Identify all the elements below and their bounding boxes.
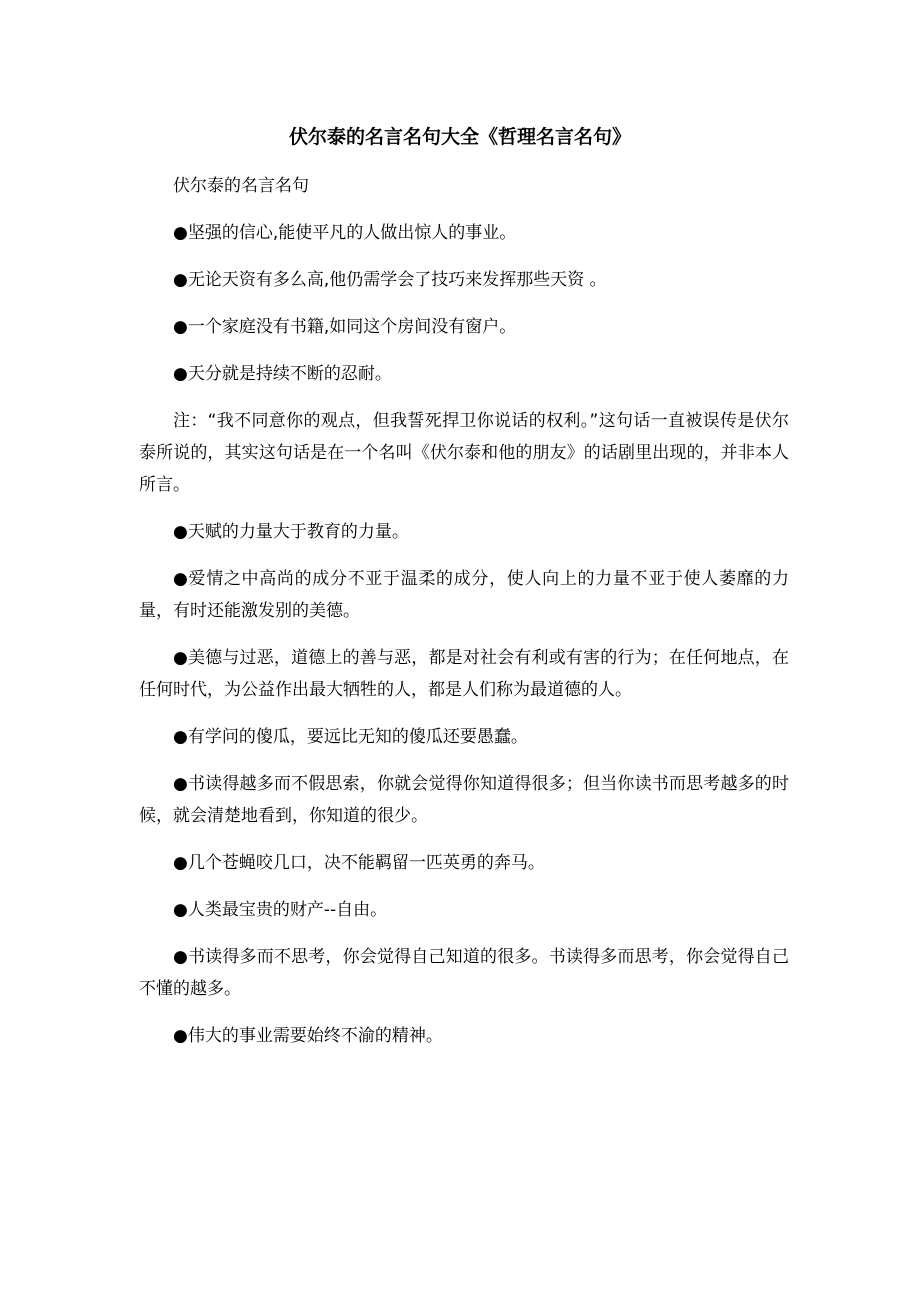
document-title: 伏尔泰的名言名句大全《哲理名言名句》	[288, 126, 631, 148]
quote-paragraph: ●天赋的力量大于教育的力量。	[173, 522, 409, 542]
quote-paragraph: ●爱情之中高尚的成分不亚于温柔的成分，使人向上的力量不亚于使人萎靡的力量，有时还能激发别的美德。	[139, 569, 789, 621]
quote-paragraph: ●无论天资有多么高,他仍需学会了技巧来发挥那些天资 。	[173, 270, 607, 290]
quote-paragraph: ●人类最宝贵的财产--自由。	[173, 900, 388, 920]
quote-paragraph: ●书读得多而不思考，你会觉得自己知道的很多。书读得多而思考，你会觉得自己不懂的越多。	[139, 947, 789, 999]
quote-paragraph: ●书读得越多而不假思索，你就会觉得你知道得很多；但当你读书而思考越多的时候，就会清楚地看到，你知道的很少。	[139, 774, 789, 826]
quote-paragraph: ●有学问的傻瓜，要远比无知的傻瓜还要愚蠢。	[173, 727, 528, 747]
note-paragraph: 注：“我不同意你的观点，但我誓死捍卫你说话的权利。”这句话一直被误传是伏尔泰所说的，其实这句话是在一个名叫《伏尔泰和他的朋友》的话剧里出现的，并非本人所言。	[139, 411, 789, 495]
quote-paragraph: ●天分就是持续不断的忍耐。	[173, 364, 392, 384]
quote-paragraph: ●伟大的事业需要始终不渝的精神。	[173, 1026, 443, 1046]
quote-paragraph: ●一个家庭没有书籍,如同这个房间没有窗户。	[173, 317, 517, 337]
quote-paragraph: ●几个苍蝇咬几口，决不能羁留一匹英勇的奔马。	[173, 853, 545, 873]
quote-paragraph: ●坚强的信心,能使平凡的人做出惊人的事业。	[173, 223, 517, 243]
document-body	[139, 170, 789, 1067]
quote-paragraph: ●美德与过恶，道德上的善与恶，都是对社会有利或有害的行为；在任何地点，在任何时代，为公益作出最大牺牲的人，都是人们称为最道德的人。	[139, 648, 789, 700]
document-subtitle: 伏尔泰的名言名句	[173, 176, 309, 196]
